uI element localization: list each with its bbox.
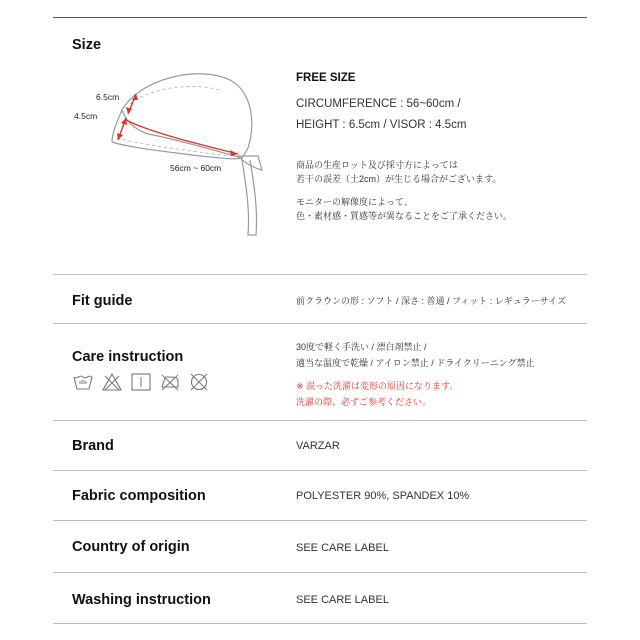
care-warning-2: 洗濯の際、必ずご参考ください。 <box>296 397 432 407</box>
care-heading: Care instruction <box>72 349 184 365</box>
circumference-dimension-label: 56cm ~ 60cm <box>170 163 222 173</box>
no-bleach-icon <box>101 372 123 392</box>
divider <box>53 470 587 471</box>
brand-value: VARZAR <box>296 440 340 452</box>
size-circumference: CIRCUMFERENCE : 56~60cm / <box>296 98 461 110</box>
divider <box>53 274 587 275</box>
divider <box>53 572 587 573</box>
size-note-lot-2: 若干の誤差（土2cm）が生じる場合がございます。 <box>296 174 502 184</box>
visor-dimension-label: 4.5cm <box>74 111 98 121</box>
hat-diagram <box>70 60 270 245</box>
top-divider <box>53 17 587 18</box>
size-note-monitor-2: 色・素材感・質感等が異なることをご了承ください。 <box>296 211 513 221</box>
brand-heading: Brand <box>72 438 114 454</box>
no-dry-clean-icon <box>188 372 210 392</box>
fabric-heading: Fabric composition <box>72 488 206 504</box>
size-note-lot-1: 商品の生産ロット及び採寸方によっては <box>296 160 458 170</box>
origin-value: SEE CARE LABEL <box>296 542 389 554</box>
size-heading: Size <box>72 37 102 53</box>
dry-icon <box>130 372 152 392</box>
fit-guide-heading: Fit guide <box>72 293 133 309</box>
fit-guide-value: 前クラウンの形 : ソフト / 深さ : 普通 / フィット : レギュラーサイズ <box>296 296 567 306</box>
washing-value: SEE CARE LABEL <box>296 594 389 606</box>
divider <box>53 420 587 421</box>
divider <box>53 323 587 324</box>
size-title: FREE SIZE <box>296 72 356 84</box>
care-icon-row <box>72 372 210 392</box>
size-height-visor: HEIGHT : 6.5cm / VISOR : 4.5cm <box>296 119 467 131</box>
size-note-monitor-1: モニターの解像度によって、 <box>296 197 413 207</box>
origin-heading: Country of origin <box>72 539 190 555</box>
hat-illustration-icon <box>70 60 270 245</box>
bottom-divider <box>53 623 587 624</box>
height-dimension-label: 6.5cm <box>96 92 120 102</box>
care-line-1: 30度で軽く手洗い / 漂白剤禁止 / <box>296 342 427 352</box>
divider <box>53 520 587 521</box>
care-warning-1: ※ 誤った洗濯は変形の原因になります。 <box>296 381 459 391</box>
care-line-2: 適当な温度で乾燥 / アイロン禁止 / ドライクリーニング禁止 <box>296 358 535 368</box>
hand-wash-icon <box>72 372 94 392</box>
fabric-value: POLYESTER 90%, SPANDEX 10% <box>296 490 470 502</box>
no-iron-icon <box>159 372 181 392</box>
washing-heading: Washing instruction <box>72 592 211 608</box>
